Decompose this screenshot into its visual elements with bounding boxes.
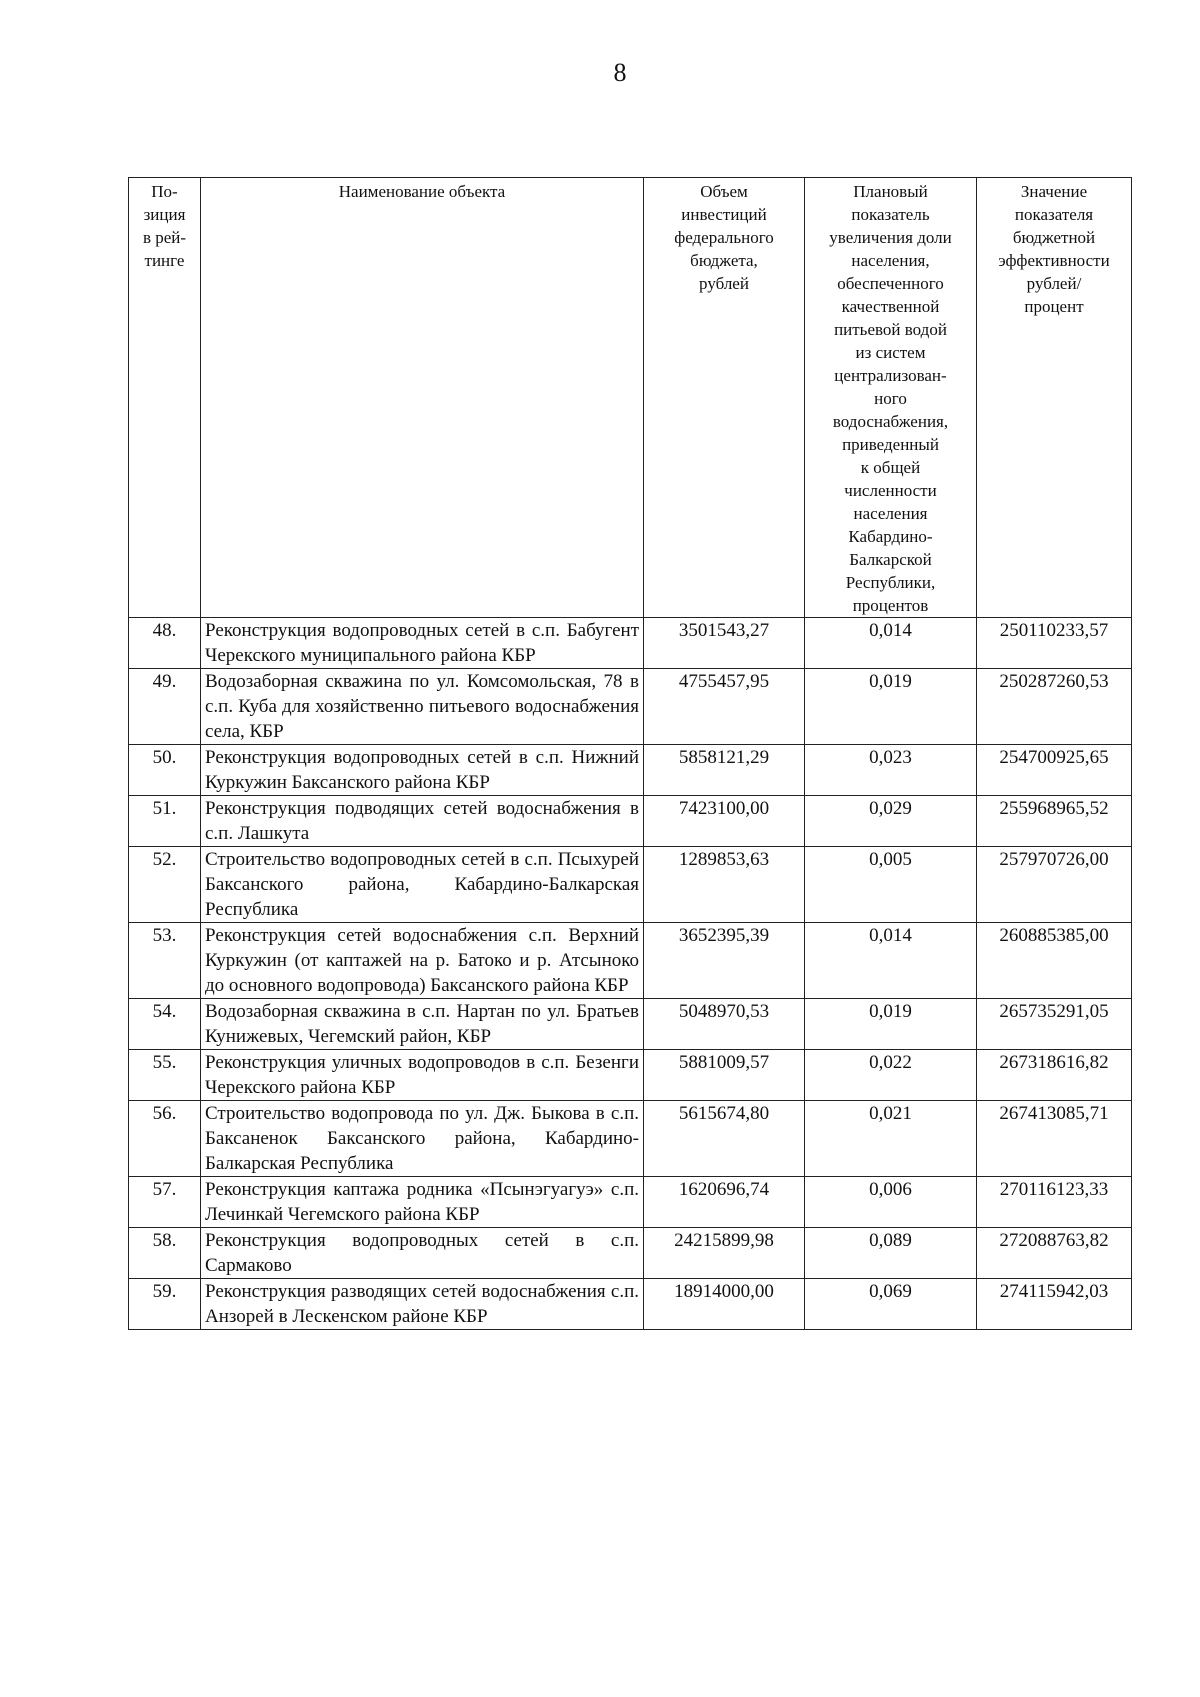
table-body [129,618,1132,1330]
cell-name: Строительство водопровода по ул. Дж. Быкова в с.п. Баксаненок Баксанского района, Кабардино-Балкарская Республика [201,1101,644,1177]
cell-position: 53. [129,923,201,999]
table-row [129,847,1132,923]
cell-name: Реконструкция водопроводных сетей в с.п. Нижний Куркужин Баксанского района КБР [201,745,644,796]
cell-efficiency: 260885385,00 [977,923,1132,999]
header-position [129,178,201,618]
cell-plan: 0,021 [805,1101,977,1177]
cell-position: 49. [129,669,201,745]
table-header-row [129,178,1132,618]
cell-investment: 3501543,27 [644,618,805,669]
cell-efficiency: 265735291,05 [977,999,1132,1050]
table-row [129,1177,1132,1228]
table-row [129,669,1132,745]
cell-efficiency: 274115942,03 [977,1279,1132,1330]
cell-name: Реконструкция разводящих сетей водоснабжения с.п. Анзорей в Лескенском районе КБР [201,1279,644,1330]
cell-position: 52. [129,847,201,923]
cell-position: 57. [129,1177,201,1228]
cell-name: Реконструкция водопроводных сетей в с.п. Бабугент Черекского муниципального района КБР [201,618,644,669]
table-row [129,1228,1132,1279]
cell-investment: 5048970,53 [644,999,805,1050]
header-plan [805,178,977,618]
cell-position: 54. [129,999,201,1050]
table-row [129,618,1132,669]
cell-name: Строительство водопроводных сетей в с.п. Псыхурей Баксанского района, Кабардино-Балкарская Республика [201,847,644,923]
header-name-text: Наименование объекта [338,182,506,201]
header-name [201,178,644,618]
cell-plan: 0,014 [805,923,977,999]
cell-efficiency: 257970726,00 [977,847,1132,923]
header-investment-text: Объем инвестиций федерального бюджета, рублей [674,182,774,293]
cell-plan: 0,069 [805,1279,977,1330]
cell-investment: 24215899,98 [644,1228,805,1279]
table-row [129,745,1132,796]
cell-plan: 0,029 [805,796,977,847]
cell-plan: 0,019 [805,669,977,745]
cell-investment: 1620696,74 [644,1177,805,1228]
cell-efficiency: 250287260,53 [977,669,1132,745]
cell-name: Реконструкция сетей водоснабжения с.п. Верхний Куркужин (от каптажей на р. Батоко и р. Атсыноко до основного водопровода) Баксанского района КБР [201,923,644,999]
cell-name: Водозаборная скважина в с.п. Нартан по ул. Братьев Кунижевых, Чегемский район, КБР [201,999,644,1050]
cell-efficiency: 267318616,82 [977,1050,1132,1101]
table-row [129,796,1132,847]
cell-investment: 5858121,29 [644,745,805,796]
page-number: 8 [613,58,627,87]
cell-efficiency: 250110233,57 [977,618,1132,669]
cell-name: Водозаборная скважина по ул. Комсомольская, 78 в с.п. Куба для хозяйственно питьевого водоснабжения села, КБР [201,669,644,745]
header-efficiency [977,178,1132,618]
cell-efficiency: 270116123,33 [977,1177,1132,1228]
cell-plan: 0,023 [805,745,977,796]
header-plan-text: Плановый показатель увеличения доли населения, обеспеченного качественной питьевой водой из систем централизован- ного водоснабжения, приведенный к общей численности населения Кабардино- Балкарской Республики, процентов [829,182,952,615]
cell-name: Реконструкция каптажа родника «Псынэгуагуэ» с.п. Лечинкай Чегемского района КБР [201,1177,644,1228]
cell-investment: 5615674,80 [644,1101,805,1177]
table-row [129,999,1132,1050]
cell-position: 56. [129,1101,201,1177]
header-position-text: По- зиция в рей- тинге [142,182,187,270]
cell-plan: 0,006 [805,1177,977,1228]
cell-position: 59. [129,1279,201,1330]
cell-investment: 7423100,00 [644,796,805,847]
table-row [129,1279,1132,1330]
cell-efficiency: 272088763,82 [977,1228,1132,1279]
cell-investment: 18914000,00 [644,1279,805,1330]
cell-efficiency: 267413085,71 [977,1101,1132,1177]
cell-name: Реконструкция уличных водопроводов в с.п. Безенги Черекского района КБР [201,1050,644,1101]
cell-plan: 0,005 [805,847,977,923]
cell-name: Реконструкция подводящих сетей водоснабжения в с.п. Лашкута [201,796,644,847]
table-row [129,923,1132,999]
header-investment [644,178,805,618]
cell-investment: 4755457,95 [644,669,805,745]
cell-plan: 0,089 [805,1228,977,1279]
cell-position: 48. [129,618,201,669]
cell-position: 58. [129,1228,201,1279]
rating-table [128,177,1132,1330]
header-efficiency-text: Значение показателя бюджетной эффективности рублей/ процент [998,182,1110,316]
cell-name: Реконструкция водопроводных сетей в с.п. Сармаково [201,1228,644,1279]
cell-plan: 0,019 [805,999,977,1050]
cell-plan: 0,014 [805,618,977,669]
cell-position: 55. [129,1050,201,1101]
cell-investment: 5881009,57 [644,1050,805,1101]
cell-efficiency: 255968965,52 [977,796,1132,847]
cell-investment: 1289853,63 [644,847,805,923]
cell-position: 51. [129,796,201,847]
table-row [129,1050,1132,1101]
cell-investment: 3652395,39 [644,923,805,999]
cell-efficiency: 254700925,65 [977,745,1132,796]
table-row [129,1101,1132,1177]
cell-plan: 0,022 [805,1050,977,1101]
cell-position: 50. [129,745,201,796]
